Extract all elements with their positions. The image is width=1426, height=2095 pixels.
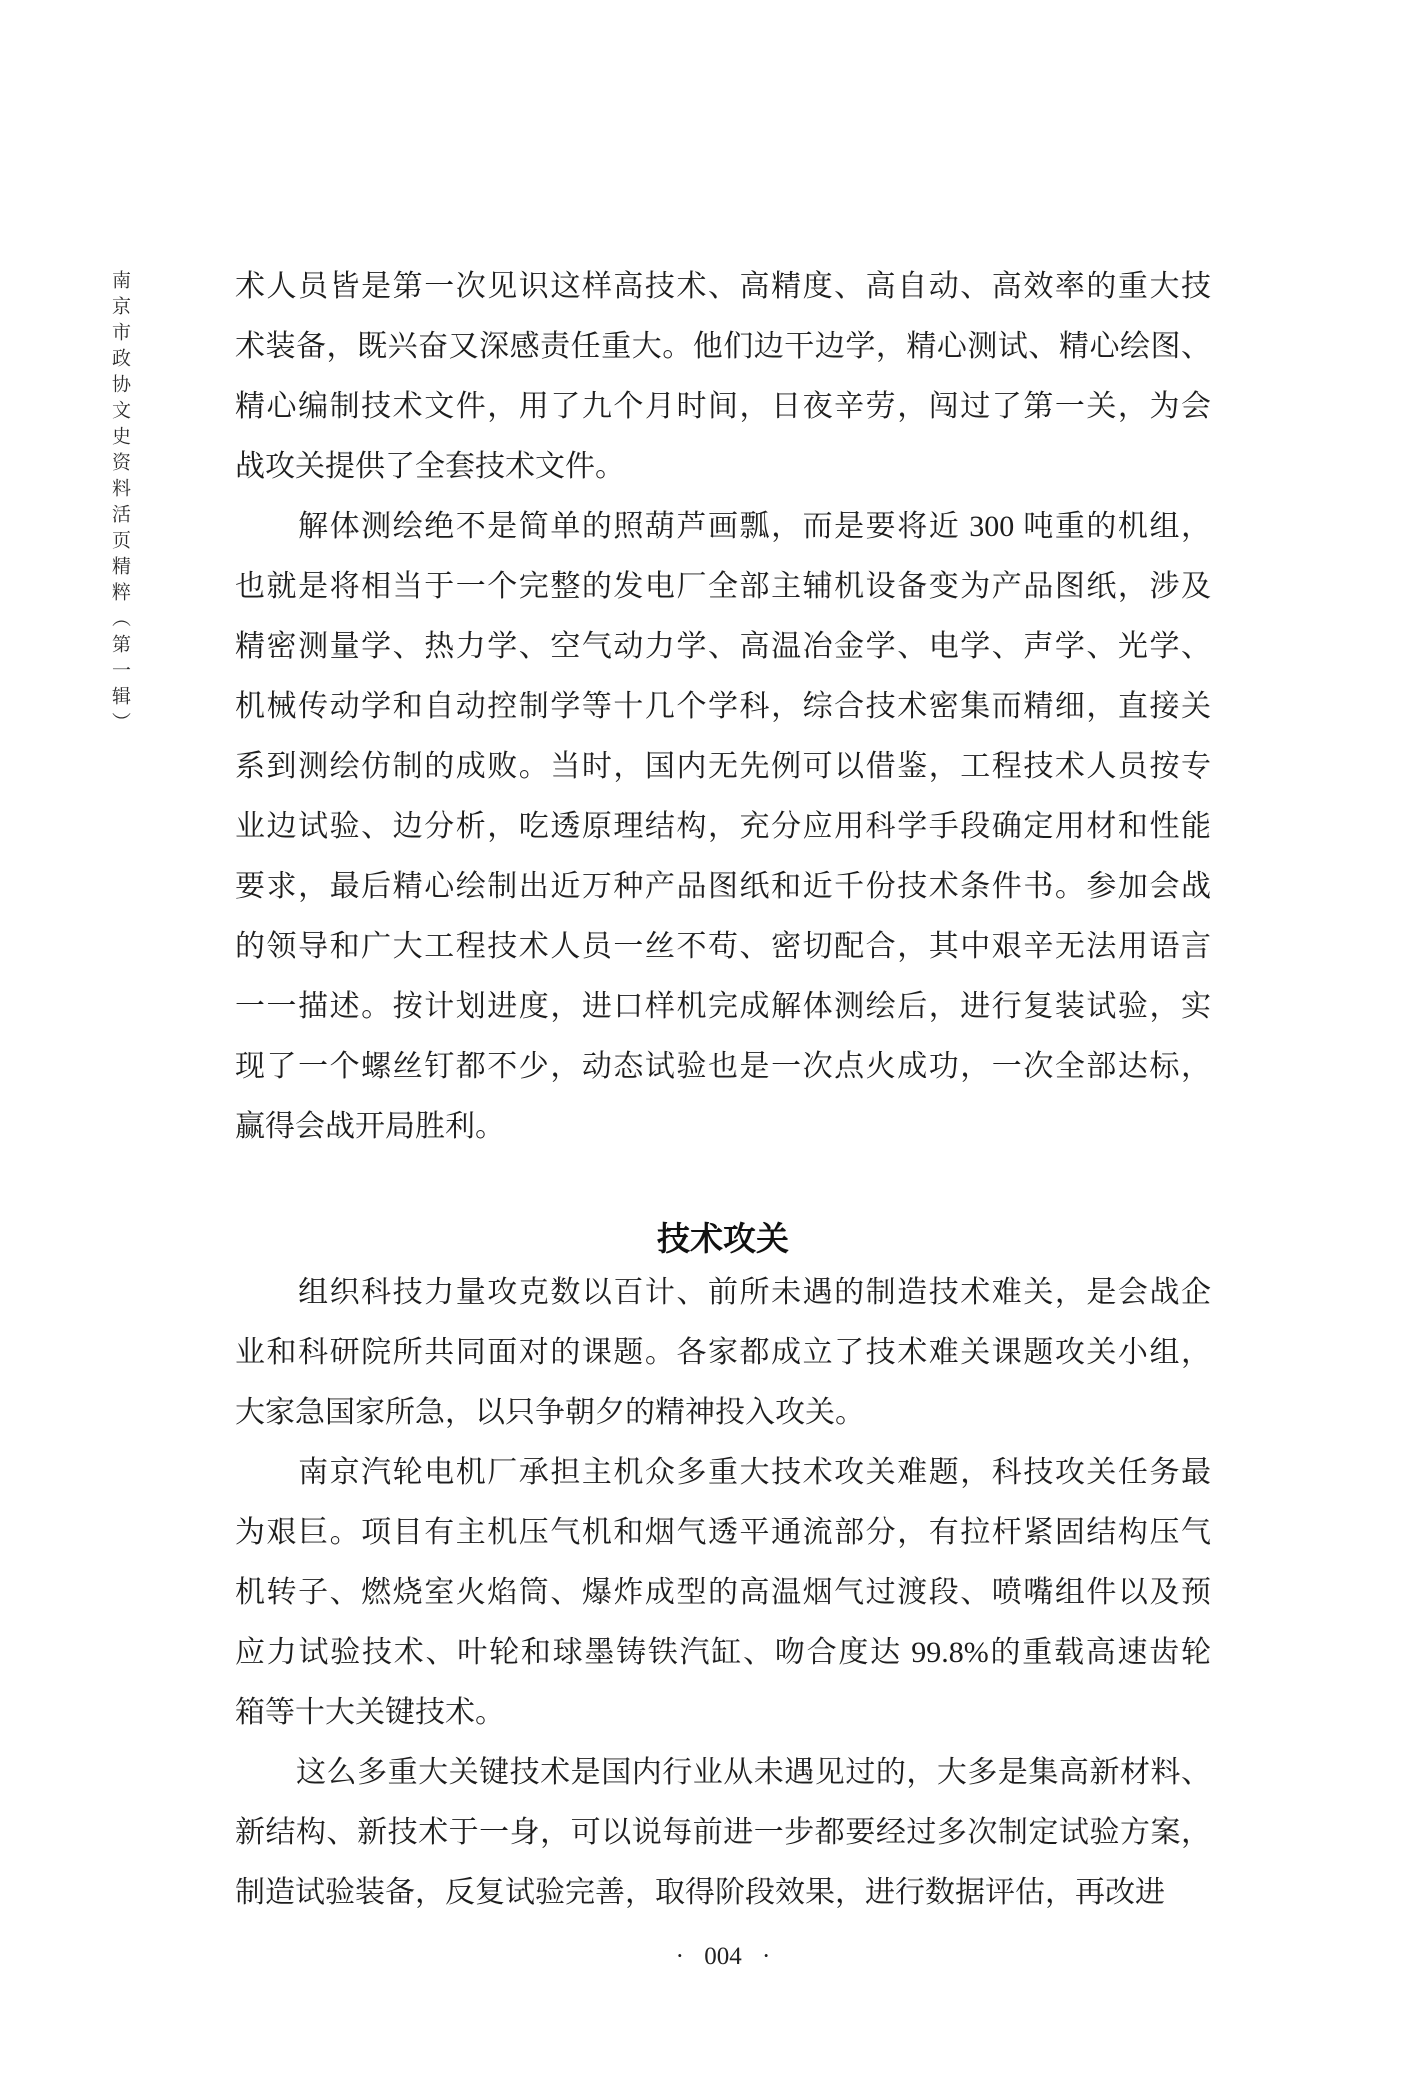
- text-line: 精心编制技术文件，用了九个月时间，日夜辛劳，闯过了第一关，为会: [235, 390, 1211, 423]
- text-line: 大家急国家所急，以只争朝夕的精神投入攻关。: [235, 1396, 865, 1429]
- text-line: 术装备，既兴奋又深感责任重大。他们边干边学，精心测试、精心绘图、: [235, 330, 1211, 363]
- text-line: 业和科研院所共同面对的课题。各家都成立了技术难关课题攻关小组，: [235, 1336, 1211, 1369]
- text-line: 这么多重大关键技术是国内行业从未遇见过的，大多是集高新材料、: [235, 1756, 1211, 1789]
- text-line: 要求，最后精心绘制出近万种产品图纸和近千份技术条件书。参加会战: [235, 870, 1211, 903]
- page-footer: [235, 1943, 1211, 1971]
- section-heading: 技术攻关: [657, 1220, 789, 1257]
- text-line: 制造试验装备，反复试验完善，取得阶段效果，进行数据评估，再改进: [235, 1876, 1165, 1909]
- text-line: 南京汽轮电机厂承担主机众多重大技术攻关难题，科技攻关任务最: [235, 1456, 1211, 1489]
- book-spine-title: 南京市政协文史资料活页精粹（第一辑）: [109, 270, 130, 738]
- text-line: 战攻关提供了全套技术文件。: [235, 450, 625, 483]
- text-line: 术人员皆是第一次见识这样高技术、高精度、高自动、高效率的重大技: [235, 270, 1211, 303]
- text-line: 箱等十大关键技术。: [235, 1696, 505, 1729]
- text-line: 为艰巨。项目有主机压气机和烟气透平通流部分，有拉杆紧固结构压气: [235, 1516, 1211, 1549]
- paragraph: [235, 1443, 1211, 1743]
- text-line: 解体测绘绝不是简单的照葫芦画瓢，而是要将近 300 吨重的机组，: [235, 510, 1211, 543]
- paragraph: [235, 497, 1211, 1157]
- text-line: 组织科技力量攻克数以百计、前所未遇的制造技术难关，是会战企: [235, 1276, 1211, 1309]
- text-line: 一一描述。按计划进度，进口样机完成解体测绘后，进行复装试验，实: [235, 990, 1211, 1023]
- text-line: 业边试验、边分析，吃透原理结构，充分应用科学手段确定用材和性能: [235, 810, 1211, 843]
- text-line: 精密测量学、热力学、空气动力学、高温冶金学、电学、声学、光学、: [235, 630, 1211, 663]
- text-line: 系到测绘仿制的成败。当时，国内无先例可以借鉴，工程技术人员按专: [235, 750, 1211, 783]
- paragraph: [235, 1743, 1211, 1923]
- text-line: 赢得会战开局胜利。: [235, 1110, 505, 1143]
- page-body: [235, 257, 1211, 1923]
- text-line: 应力试验技术、叶轮和球墨铸铁汽缸、吻合度达 99.8%的重载高速齿轮: [235, 1636, 1211, 1669]
- page-number: · 004 ·: [675, 1943, 771, 1970]
- paragraph: [235, 1263, 1211, 1443]
- text-line: 新结构、新技术于一身，可以说每前进一步都要经过多次制定试验方案，: [235, 1816, 1211, 1849]
- paragraph: [235, 257, 1211, 497]
- text-line: 现了一个螺丝钉都不少，动态试验也是一次点火成功，一次全部达标，: [235, 1050, 1211, 1083]
- text-line: 也就是将相当于一个完整的发电厂全部主辅机设备变为产品图纸，涉及: [235, 570, 1211, 603]
- text-line: 机转子、燃烧室火焰筒、爆炸成型的高温烟气过渡段、喷嘴组件以及预: [235, 1576, 1211, 1609]
- text-line: 机械传动学和自动控制学等十几个学科，综合技术密集而精细，直接关: [235, 690, 1211, 723]
- text-line: 的领导和广大工程技术人员一丝不苟、密切配合，其中艰辛无法用语言: [235, 930, 1211, 963]
